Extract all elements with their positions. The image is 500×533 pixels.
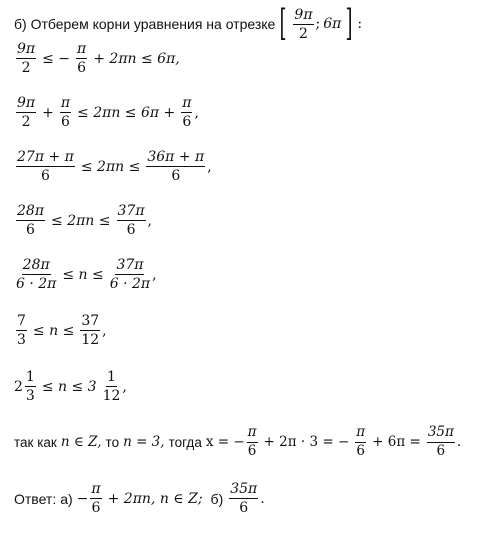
math-term: 6 <box>60 114 70 130</box>
fraction <box>16 314 27 347</box>
math-term: n = 3, <box>123 434 165 450</box>
math-term: 35π <box>230 481 258 497</box>
math-term: 37π <box>116 257 144 273</box>
math-term: π <box>247 426 258 443</box>
math-term: n ∈ Z, <box>60 434 102 450</box>
math-term: , <box>207 158 212 175</box>
math-term: б) <box>210 490 224 507</box>
inequality-2 <box>14 96 199 129</box>
math-term: ≤ n ≤ <box>62 266 104 283</box>
math-term: тогда <box>168 434 202 450</box>
interval-start <box>293 8 313 41</box>
math-term: 6 <box>239 500 249 516</box>
math-term: x = − <box>205 434 245 450</box>
math-term: . <box>456 434 462 450</box>
math-term: . <box>260 490 265 507</box>
math-term: + <box>42 104 54 121</box>
conclusion-line <box>14 426 461 458</box>
math-term: 12 <box>81 332 100 348</box>
fraction <box>355 426 366 458</box>
math-term: 3 <box>25 388 35 404</box>
math-term: 6 · 2π <box>109 276 151 292</box>
fraction <box>90 482 101 515</box>
math-term: 9π <box>17 41 36 57</box>
math-term: π <box>182 95 192 111</box>
math-term: , <box>102 322 107 339</box>
math-term: 6 <box>126 222 136 238</box>
math-term: π <box>77 41 87 57</box>
math-term: π <box>355 426 366 443</box>
math-term: 7 <box>17 313 26 329</box>
math-term: 6 <box>182 114 192 130</box>
math-term: 2 <box>14 378 23 395</box>
fraction <box>16 258 56 291</box>
math-term: 6 <box>356 442 365 459</box>
math-term: ≤ 2πn ≤ <box>80 158 141 175</box>
math-term: 35π <box>427 426 455 443</box>
inequality-1 <box>14 42 184 75</box>
math-term: 6 <box>40 168 50 184</box>
math-term: : <box>357 16 363 32</box>
math-term: π <box>91 481 101 497</box>
math-term: 28π <box>17 203 45 219</box>
left-bracket: [ <box>279 3 287 44</box>
math-term: ≤ 2πn ≤ 6π + <box>77 104 176 121</box>
math-term: 6 <box>91 500 101 516</box>
math-term: + 2πn, n ∈ Z; <box>107 490 203 507</box>
math-term: − <box>76 490 89 507</box>
math-term: 2 <box>21 60 31 76</box>
math-term: а) <box>60 490 73 507</box>
math-term: 2 <box>299 25 308 42</box>
math-term: 36π + π <box>147 149 205 165</box>
fraction <box>16 150 75 183</box>
fraction <box>60 96 71 129</box>
math-term: 2 <box>21 114 31 130</box>
fraction <box>181 96 192 129</box>
math-term: 6 · 2π <box>16 276 57 292</box>
fraction <box>25 370 36 403</box>
fraction <box>16 96 36 129</box>
math-term: + 6π = <box>372 434 421 450</box>
answer-line <box>14 482 265 515</box>
fraction <box>16 42 36 75</box>
math-term: ≤ − <box>42 50 71 67</box>
math-term: 37 <box>81 313 100 329</box>
math-term: ≤ n ≤ <box>32 322 75 339</box>
fraction <box>247 426 258 458</box>
fraction <box>427 426 455 458</box>
math-term: то <box>105 434 120 450</box>
inequality-6 <box>14 314 107 347</box>
inequality-7 <box>14 370 127 403</box>
math-term: ≤ 2πn ≤ <box>51 212 111 229</box>
math-term: так как <box>14 434 57 450</box>
header-line <box>14 3 363 44</box>
math-term: , <box>152 266 157 283</box>
fraction <box>80 314 100 347</box>
math-term: 6 <box>171 168 181 184</box>
math-term: ≤ n ≤ 3 <box>41 378 97 395</box>
math-term: 3 <box>17 332 26 348</box>
inequality-4 <box>14 204 152 237</box>
inequality-5 <box>14 258 157 291</box>
math-term: 9π <box>17 95 36 111</box>
answer-label: Ответ: <box>14 490 57 507</box>
interval-end: 6π <box>323 16 342 32</box>
math-term: π <box>60 95 71 111</box>
fraction <box>229 482 258 515</box>
fraction <box>103 370 121 403</box>
inequality-3 <box>14 150 212 183</box>
right-bracket: ] <box>345 3 353 44</box>
math-term: 37π <box>117 203 145 219</box>
math-term: 6 <box>247 442 257 459</box>
fraction <box>117 204 146 237</box>
math-term: 9π <box>294 6 313 23</box>
math-term: , <box>147 212 152 229</box>
math-term: , <box>122 378 127 395</box>
math-term: , <box>194 104 199 121</box>
header-text: б) Отберем корни уравнения на отрезке <box>14 16 276 32</box>
math-term: + 2π · 3 = − <box>263 434 350 450</box>
math-term: 6 <box>436 442 446 459</box>
math-term: 6 <box>26 222 35 238</box>
math-term: 28π <box>22 257 50 273</box>
fraction <box>16 204 45 237</box>
math-term: 27π + π <box>17 149 74 165</box>
fraction <box>146 150 205 183</box>
math-term: 1 <box>107 369 116 385</box>
math-term: 12 <box>102 388 121 404</box>
fraction <box>110 258 150 291</box>
fraction <box>76 42 87 75</box>
math-term: ; <box>315 16 321 32</box>
math-term: 6 <box>77 60 87 76</box>
math-term: 1 <box>25 369 35 385</box>
math-term: + 2πn ≤ 6π, <box>93 50 180 67</box>
